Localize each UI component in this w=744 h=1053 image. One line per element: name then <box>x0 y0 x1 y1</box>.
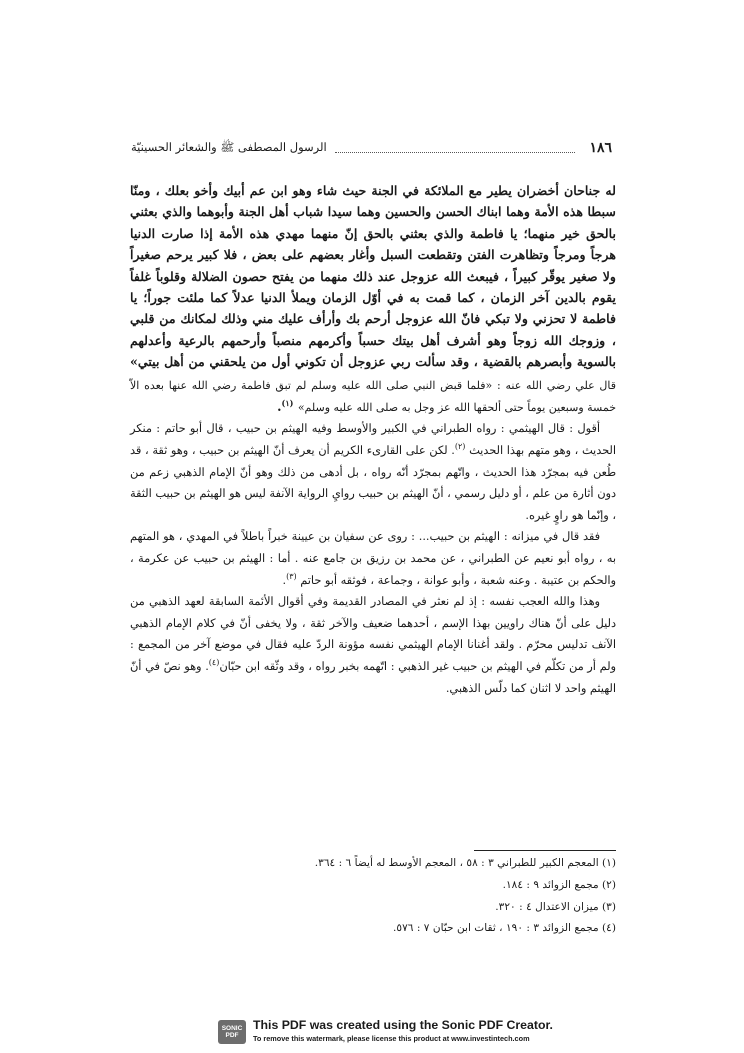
mizan-text: فقد قال في ميزانه : الهيثم بن حبيب... : روى عن سفيان بن عيينة خبراً باطلاً في المهدي ، هو المتهم به ، رواه أبو نعيم عن الطبراني ، عن محمد بن رزيق بن جامع عنه . أما : الهيثم بن حبيب عن عكرمة ، والحكم بن عتيبة . وعنه شعبة ، وأبو عوانة ، وجماعة ، فوثقه أبو حاتم <box>130 530 616 587</box>
commentary-paragraph <box>130 418 616 526</box>
hadith-tail: قال علي رضي الله عنه : «فلما قبض النبي صلى الله عليه وسلم لم تبق فاطمة رضي الله عنها بعده الاّ خمسة وسبعين يوماً حتى ألحقها الله عز وجل به صلى الله عليه وسلم» <box>130 378 616 415</box>
footnote-ref[interactable]: (٤) <box>208 658 220 668</box>
sonic-pdf-logo: SONIC PDF <box>218 1020 246 1044</box>
mizan-paragraph: فقد قال في ميزانه : الهيثم بن حبيب... : روى عن سفيان بن عيينة خبراً باطلاً في المهدي ، هو المتهم به ، رواه أبو نعيم عن الطبراني ، عن محمد بن رزيق بن جامع عنه . أما : الهيثم بن حبيب عن عكرمة ، والحكم بن عتيبة . وعنه شعبة ، وأبو عوانة ، وجماعة ، فوثقه أبو حاتم $^{(٣)}$. <box>130 530 616 587</box>
watermark-sub-text[interactable]: To remove this watermark, please license this product at www.investintech.com <box>253 1034 530 1043</box>
hadith-text: له جناحان أخضران يطير مع الملائكة في الجنة حيث شاء وهو ابن عم أبيك وأخو بعلك ، ومنّا سبطا هذه الأمة وهما ابناك الحسن والحسين وهما سيدا شباب أهل الجنة وأبوهما والذي بعثني بالحق خير منهما؛ يا فاطمة والذي بعثني بالحق إنّ منهما مهدي هذه الأمة إذا صارت الدنيا هرجاً ومرجاً وتظاهرت الفتن وتقطعت السبل وأغار بعضهم على بعض ، فلا كبير يرحم صغيراً ولا صغير يوقّر كبيراً ، فيبعث الله عزوجل عند ذلك منهما من يفتح حصون الضلالة وقلوباً غلفاً يقوم بالدين آخر الزمان ، كما قمت به في أوّل الزمان ويملأ الدنيا عدلاً كما ملئت جوراً؛ يا فاطمة لا تحزني ولا تبكي فانّ الله عزوجل أرحم بك وأرأف عليك مني وذلك لمكانك من قلبي ، وزوجك الله زوجاً وهو أشرف أهل بيتك حسباً وأكرمهم منصباً وأرحمهم بالرعية وأعدلهم بالسوية وأبصرهم بالقضية ، وقد سألت ربي عزوجل أن تكوني أول من يلحقني من أهل بيتي» <box>130 183 616 370</box>
running-header <box>131 138 612 158</box>
watermark-main-text: This PDF was created using the Sonic PDF Creator. <box>253 1018 553 1032</box>
main-text <box>130 180 616 699</box>
footnote-ref[interactable]: (٣) <box>286 571 297 581</box>
footnote-ref[interactable]: (١) <box>281 397 294 408</box>
footnote-separator <box>474 850 616 851</box>
header-dot-leader <box>335 144 576 153</box>
sonic-pdf-watermark <box>218 1018 553 1050</box>
page-number: ١٨٦ <box>589 140 612 156</box>
commentary-text-a: أقول : قال الهيثمي : رواه الطبراني في الكبير والأوسط وفيه الهيثم بن حبيب ، قال أبو حاتم : منكر الحديث ، وهو متهم بهذا الحديث <box>130 422 616 458</box>
footnote-item: (١) المعجم الكبير للطبراني ٣ : ٥٨ ، المعجم الأوسط له أيضاً ٦ : ٣٦٤. <box>314 857 616 869</box>
conclusion-text-a: وهذا والله العجب نفسه : إذ لم نعثر في المصادر القديمة وفي أقوال الأئمة السابقة لعهد الذهبي من دليل على أنّ هناك راويين بهذا الإسم ، أحدهما ضعيف والآخر ثقة ، ولا يخفى أنّ في كلام الإمام الذهبي الآنف تدليس محرّم . ولقد أغنانا الإمام الهيثمي نفسه مؤونة الردّ عليه فقال في موضع آخر من المجمع : ولم أر من تكلّم في الهيثم بن حبيب غير الذهبي : اتّهمه بخبر رواه ، وقد وثّقه ابن حبّان <box>130 595 616 673</box>
footnote-item: (٤) مجمع الزوائد ٣ : ١٩٠ ، ثقات ابن حبّان ٧ : ٥٧٦. <box>393 922 616 935</box>
conclusion-paragraph <box>130 591 616 699</box>
footnote-ref[interactable]: (٢) <box>454 442 466 452</box>
running-title: الرسول المصطفى ﷺ والشعائر الحسينيّة <box>131 139 327 154</box>
hadith-paragraph: له جناحان أخضران يطير مع الملائكة في الجنة حيث شاء وهو ابن عم أبيك وأخو بعلك ، ومنّا سبطا هذه الأمة وهما ابناك الحسن والحسين وهما سيدا شباب أهل الجنة وأبوهما والذي بعثني بالحق خير منهما؛ يا فاطمة والذي بعثني بالحق إنّ منهما مهدي هذه الأمة إذا صارت الدنيا هرجاً ومرجاً وتظاهرت الفتن وتقطعت السبل وأغار بعضهم على بعض ، فلا كبير يرحم صغيراً ولا صغير يوقّر كبيراً ، فيبعث الله عزوجل عند ذلك منهما من يفتح حصون الضلالة وقلوباً غلفاً يقوم بالدين آخر الزمان ، كما قمت به في أوّل الزمان ويملأ الدنيا عدلاً كما ملئت جوراً؛ يا فاطمة لا تحزني ولا تبكي فانّ الله عزوجل أرحم بك وأرأف عليك مني وذلك لمكانك من قلبي ، وزوجك الله زوجاً وهو أشرف أهل بيتك حسباً وأكرمهم منصباً وأرحمهم بالرعية وأعدلهم بالسوية وأبصرهم بالقضية ، وقد سألت ربي عزوجل أن تكوني أول من يلحقني من أهل بيتي» قال علي رضي الله عنه : «فلما قبض النبي صلى الله عليه وسلم لم تبق فاطمة رضي الله عنها بعده الاّ خمسة وسبعين يوماً حتى ألحقها الله عز وجل به صلى الله عليه وسلم» $^{(١)}$. <box>130 183 616 415</box>
footnote-item: (٣) ميزان الاعتدال ٤ : ٣٢٠. <box>495 900 616 913</box>
conclusion-text-b: . وهو نصّ في أنّ الهيثم واحد لا اثنان كما دلّس الذهبي. <box>130 660 616 695</box>
footnote-item: (٢) مجمع الزوائد ٩ : ١٨٤. <box>502 878 616 891</box>
commentary-text-b: . لكن على القارىء الكريم أن يعرف أنّ الهيثم بن حبيب ، وهو ثقة ، قد طُعن فيه بمجرّد هذا الحديث ، واتّهم بمجرّد أنّه رواه ، بل أدهى من ذلك وهو أنّ الإمام الذهبي زعم من دون أثارة من علم ، أو دليل رسمي ، أنّ الهيثم بن حبيب روايِ الرواية الآنفة ليس هو الهيثم بن حبيب الثقة ، وإنّما هو راوٍ غيره. <box>130 444 616 522</box>
footnotes <box>250 853 616 940</box>
